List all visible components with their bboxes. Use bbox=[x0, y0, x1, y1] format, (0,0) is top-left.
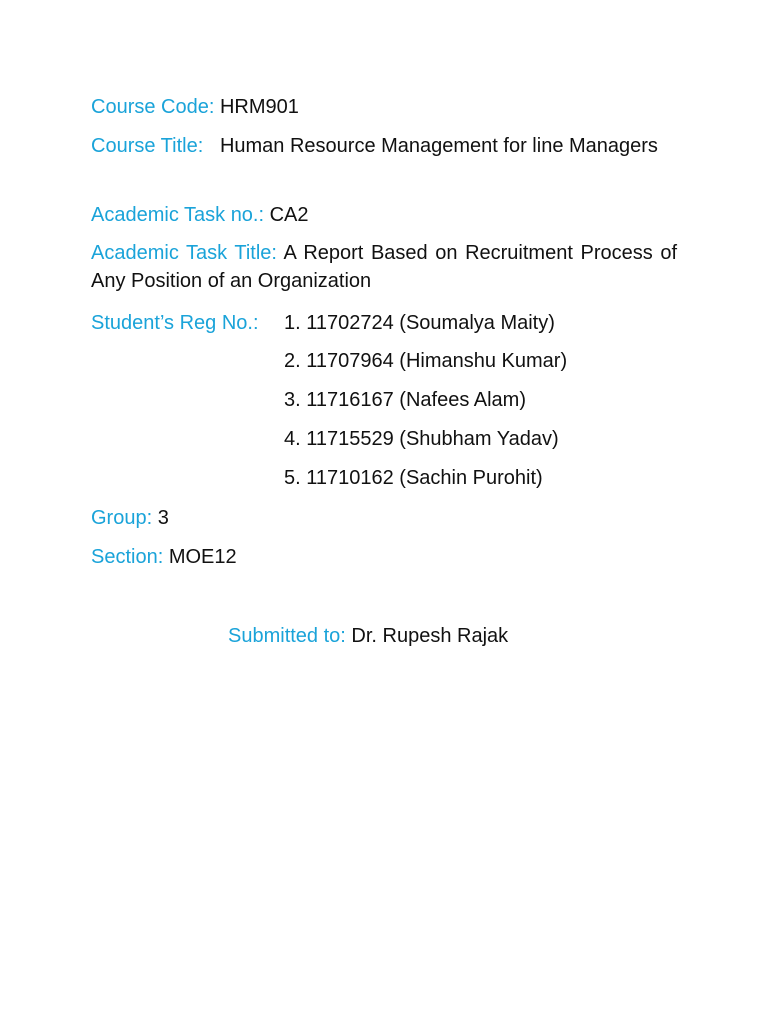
course-title-value: Human Resource Management for line Managers bbox=[219, 135, 658, 157]
course-title-line bbox=[91, 132, 677, 160]
group-line bbox=[91, 504, 677, 532]
course-code-label: Course Code: bbox=[91, 96, 215, 118]
course-title-label: Course Title: bbox=[91, 135, 204, 157]
section-line bbox=[91, 543, 677, 571]
course-code-value: HRM901 bbox=[219, 96, 299, 118]
submitted-to-line bbox=[228, 622, 508, 650]
student-reg-label: Student’s Reg No.: bbox=[91, 312, 259, 334]
section-label: Section: bbox=[91, 546, 164, 568]
student-reg-item: 5. 11710162 (Sachin Purohit) bbox=[284, 467, 543, 489]
academic-task-no-value: CA2 bbox=[269, 204, 309, 226]
academic-task-no-line bbox=[91, 201, 677, 229]
student-reg-item: 3. 11716167 (Nafees Alam) bbox=[284, 389, 527, 411]
student-reg-item: 2. 11707964 (Himanshu Kumar) bbox=[284, 350, 568, 372]
group-label: Group: bbox=[91, 507, 153, 529]
section-value: MOE12 bbox=[168, 546, 237, 568]
submitted-to-label: Submitted to: bbox=[228, 625, 346, 647]
academic-task-title-value: A Report Based on Recruitment Process of Any Position of an Organization bbox=[91, 242, 677, 292]
student-reg-item: 4. 11715529 (Shubham Yadav) bbox=[284, 428, 559, 450]
academic-task-title-line bbox=[91, 239, 677, 295]
academic-task-title-label: Academic Task Title: bbox=[91, 242, 277, 264]
course-code-line bbox=[91, 93, 677, 121]
group-value: 3 bbox=[157, 507, 169, 529]
student-reg-item: 1. 11702724 (Soumalya Maity) bbox=[284, 312, 555, 334]
academic-task-no-label: Academic Task no.: bbox=[91, 204, 265, 226]
submitted-to-value: Dr. Rupesh Rajak bbox=[351, 625, 509, 647]
